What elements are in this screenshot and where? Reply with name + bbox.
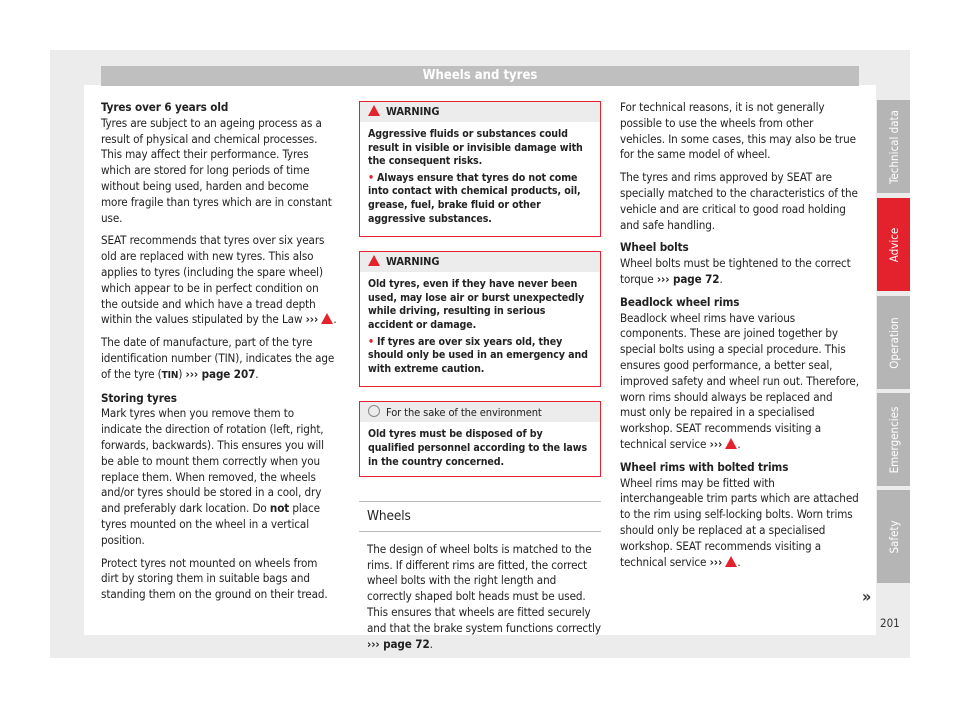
bullet-icon: • — [368, 335, 374, 348]
tab-safety[interactable]: Safety — [877, 490, 910, 583]
paragraph: Wheel bolts must be tightened to the correct torque ››› page 72. — [620, 256, 851, 286]
paragraph: For technical reasons, it is not generally possible to use the wheels from other vehicles. In some cases, this may also be true for the same model of wheel. — [620, 100, 856, 162]
warning-triangle-icon — [321, 313, 333, 324]
tab-advice[interactable]: Advice — [877, 198, 910, 291]
warning-body: Aggressive fluids or substances could result in visible or invisible damage with the consequent risks. • Always ensure that tyres do not come into contact with chemical products, oil, grease, fuel, brake fluid or other aggressive substances. — [368, 128, 583, 225]
page-link[interactable]: ››› page 207 — [185, 366, 256, 381]
page-title: Wheels and tyres — [101, 66, 859, 86]
heading-wheel-rims-bolted-trims: Wheel rims with bolted trims — [620, 459, 789, 474]
page-link[interactable]: ››› page 72 — [367, 636, 430, 651]
page-link[interactable]: ››› page 72 — [656, 271, 720, 286]
heading-tyres-over-6-years: Tyres over 6 years old — [101, 100, 229, 114]
cross-reference-link[interactable]: ››› — [709, 554, 723, 569]
environment-header: For the sake of the environment — [360, 402, 600, 422]
environment-icon — [368, 405, 380, 417]
page-number: 201 — [880, 616, 900, 630]
environment-box — [359, 401, 601, 477]
warning-box — [359, 101, 601, 237]
heading-storing-tyres: Storing tyres — [101, 390, 177, 405]
section-heading-wheels: Wheels — [359, 501, 601, 532]
column-2 — [359, 101, 601, 659]
warning-triangle-icon — [725, 438, 737, 449]
warning-triangle-icon — [368, 255, 380, 266]
heading-wheel-bolts: Wheel bolts — [620, 240, 689, 255]
warning-box — [359, 251, 601, 387]
tab-operation[interactable]: Operation — [877, 296, 910, 389]
paragraph: The date of manufacture, part of the tyre identification number (TIN), indicates the age of the tyre (TIN) ››› page 207. — [101, 335, 335, 381]
warning-header: WARNING — [360, 252, 600, 272]
paragraph: SEAT recommends that tyres over six years old are replaced with new tyres. This also applies to tyres (including the spare wheel) which appear to be in perfect condition on the outside and which have a tread depth within the values stipulated by the Law ››› . — [101, 233, 337, 327]
paragraph: Tyres are subject to an ageing process as a result of physical and chemical processes. This may affect their performance. Tyres which are stored for long periods of time without being used, harden and become more fragile than tyres which are in constant use. — [101, 115, 332, 225]
cross-reference-link[interactable]: ››› — [305, 312, 319, 327]
bullet-icon: • — [368, 171, 374, 184]
tab-technical-data[interactable]: Technical data — [877, 100, 910, 193]
tin-icon: TIN — [161, 369, 179, 381]
paragraph: The design of wheel bolts is matched to the rims. If different rims are fitted, the correct wheel bolts with the right length and correctly shaped bolt heads must be used. This ensures that wheels are fitted securely and that the brake system functions correctly ››› page 72. — [367, 541, 601, 651]
environment-body: Old tyres must be disposed of by qualified personnel according to the laws in the country concerned. — [368, 428, 588, 468]
continue-arrow-icon: » — [862, 587, 872, 606]
paragraph: Wheel rims may be fitted with interchangeable trim parts which are attached to the rim using self-locking bolts. Worn trims should only be replaced at a specialised workshop. SEAT recommends visiting a technical service ››› . — [620, 475, 859, 569]
warning-triangle-icon — [368, 105, 380, 116]
warning-triangle-icon — [725, 556, 737, 567]
column-3 — [620, 100, 860, 577]
tab-emergencies[interactable]: Emergencies — [877, 393, 910, 486]
cross-reference-link[interactable]: ››› — [709, 436, 723, 451]
heading-beadlock-wheel-rims: Beadlock wheel rims — [620, 294, 740, 309]
warning-header: WARNING — [360, 102, 600, 122]
paragraph: The tyres and rims approved by SEAT are specially matched to the characteristics of the vehicle and are critical to good road holding and safe handling. — [620, 170, 858, 232]
paragraph: Beadlock wheel rims have various components. These are joined together by special bolts using a special procedure. This ensures good performance, a better seal, improved safety and wheel run out. Therefore, worn rims should always be replaced and must only be repaired in a specialised workshop. SEAT recommends visiting a technical service ››› . — [620, 310, 859, 451]
paragraph: Protect tyres not mounted on wheels from dirt by storing them in suitable bags and standing them on the ground on their tread. — [101, 555, 328, 602]
paragraph: Mark tyres when you remove them to indicate the direction of rotation (left, right, forwards, backwards). This ensures you will be able to mount them correctly when you replace them. When removed, the wheels and/or tyres should be stored in a cool, dry and preferably dark location. Do not place tyres mounted on the wheel in a vertical position. — [101, 406, 324, 547]
column-1 — [101, 100, 338, 610]
warning-body: Old tyres, even if they have never been used, may lose air or burst unexpectedly while driving, resulting in serious accident or damage. • If tyres are over six years old, they should only be used in an emergency and with extreme caution. — [368, 278, 588, 375]
